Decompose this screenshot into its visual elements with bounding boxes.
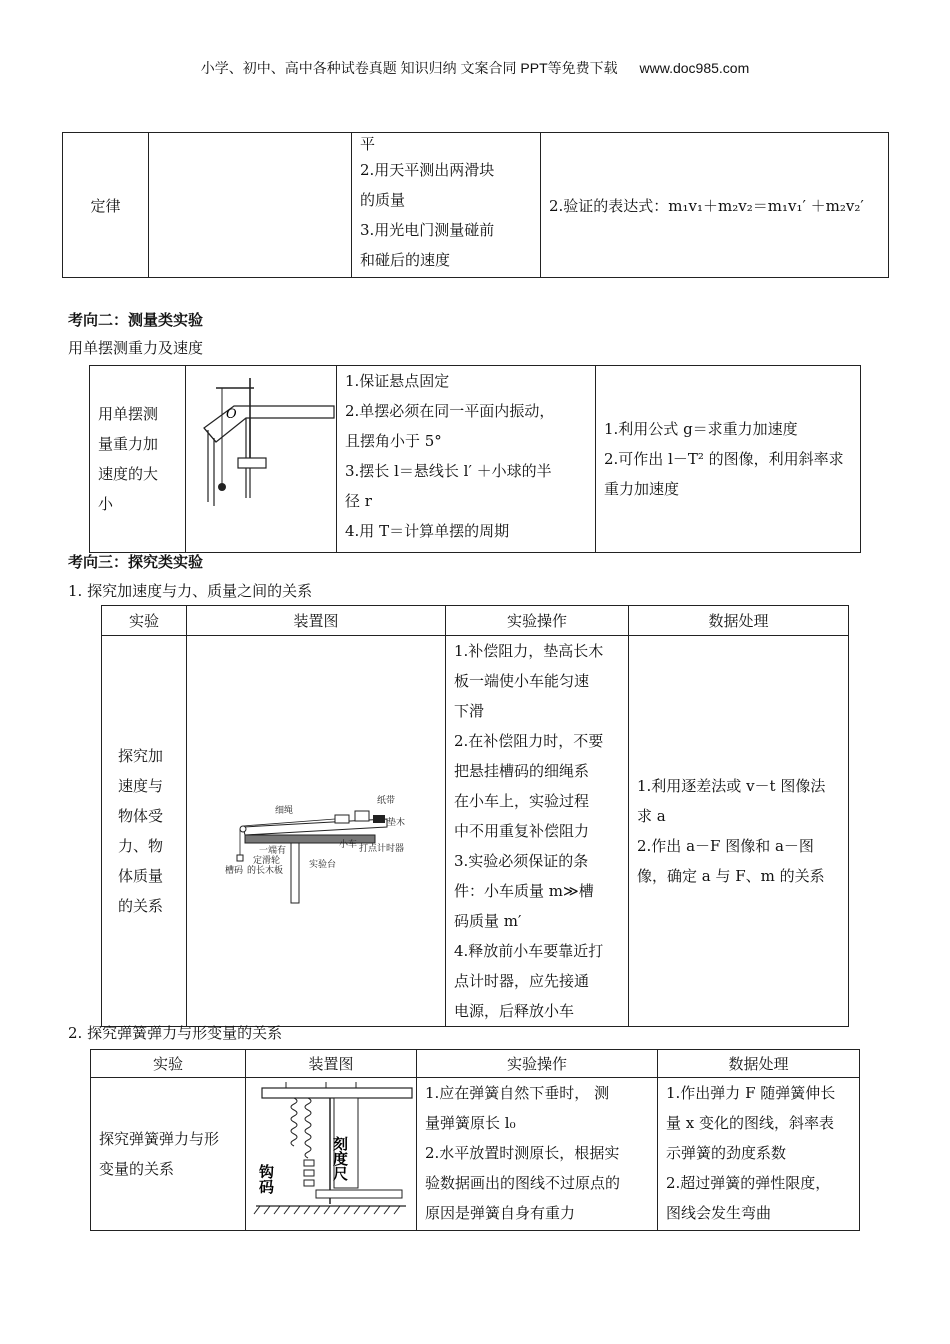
op-line: 1.保证悬点固定 xyxy=(345,372,450,390)
header-operation: 实验操作 xyxy=(417,1050,658,1078)
board-label-2: 定滑轮 xyxy=(253,856,281,866)
header-data: 数据处理 xyxy=(629,606,849,636)
pivot-label: O xyxy=(226,407,237,422)
board-label-3: 的长木板 xyxy=(247,866,284,876)
acceleration-table xyxy=(101,605,849,1027)
op-line: 1.补偿阻力，垫高长木 xyxy=(454,642,604,660)
spring-apparatus-figure xyxy=(246,1078,414,1226)
table-top xyxy=(204,406,334,442)
data-line: 量 x 变化的图线，斜率表 xyxy=(666,1114,834,1132)
name-line: 变量的关系 xyxy=(99,1160,175,1178)
op-line: 3.实验必须保证的条 xyxy=(454,852,589,870)
stand-base xyxy=(316,1190,402,1198)
name-line: 速度的大 xyxy=(98,465,159,483)
op-line: 3.用光电门测量碰前 xyxy=(360,221,495,239)
figure-cell xyxy=(186,366,337,553)
data-line: 1.作出弹力 F 随弹簧伸长 xyxy=(666,1084,836,1102)
timer-label: 打点计时器 xyxy=(359,844,405,854)
hook-weight xyxy=(304,1160,314,1166)
op-line: 板一端使小车能匀速 xyxy=(454,672,590,690)
momentum-table xyxy=(62,132,889,278)
experiment-name: 定律 xyxy=(90,196,121,215)
op-line: 径 r xyxy=(345,492,372,510)
operation-cell xyxy=(337,366,596,553)
header-text: 小学、初中、高中各种试卷真题 知识归纳 文案合同 PPT等免费下载 xyxy=(200,60,618,76)
name-line: 量重力加 xyxy=(98,435,159,453)
slot-weights xyxy=(237,855,243,861)
lab-table-leg xyxy=(291,843,299,903)
pulley xyxy=(240,826,246,832)
section-title: 考向三：探究类实验 xyxy=(68,553,204,571)
op-line: 下滑 xyxy=(454,702,485,720)
op-line: 量弹簧原长 l₀ xyxy=(425,1114,516,1132)
weights-label: 槽码 xyxy=(225,866,244,876)
data-line: 示弹簧的劲度系数 xyxy=(666,1144,787,1162)
pad-label: 垫木 xyxy=(387,818,406,828)
section-subtitle: 2. 探究弹簧弹力与形变量的关系 xyxy=(68,1024,283,1042)
name-line: 小 xyxy=(98,495,114,513)
section-title: 考向二：测量类实验 xyxy=(68,311,204,329)
op-line: 2.单摆必须在同一平面内振动， xyxy=(345,402,555,420)
data-cell xyxy=(629,636,849,1027)
expression: 2.验证的表达式：m₁v₁＋m₂v₂＝m₁v₁′ ＋m₂v₂′ xyxy=(549,196,864,215)
cart-label: 小车 xyxy=(339,840,358,850)
data-line: 图线会发生弯曲 xyxy=(666,1204,772,1222)
figure-cell xyxy=(187,636,446,1027)
name-line: 速度与 xyxy=(118,777,164,795)
op-line: 平 xyxy=(360,135,376,153)
page-header xyxy=(0,58,950,78)
op-line: 电源，后释放小车 xyxy=(454,1002,575,1020)
timer xyxy=(355,811,369,821)
header-data: 数据处理 xyxy=(658,1050,860,1078)
op-line: 件：小车质量 m≫槽 xyxy=(454,882,594,900)
op-line: 且摆角小于 5° xyxy=(345,432,442,450)
section-subtitle: 用单摆测重力及速度 xyxy=(68,339,204,357)
cart-apparatus-figure xyxy=(187,729,443,929)
board-label-1: 一端有 xyxy=(259,846,287,856)
data-cell xyxy=(596,366,861,553)
ground-hatch xyxy=(254,1206,400,1214)
op-line: 点计时器，应先接通 xyxy=(454,972,590,990)
name-line: 探究加 xyxy=(118,747,164,765)
cart xyxy=(335,815,349,823)
op-line: 2.水平放置时测原长，根据实 xyxy=(425,1144,620,1162)
name-line: 探究弹簧弹力与形 xyxy=(99,1130,220,1148)
name-line: 体质量 xyxy=(118,867,164,885)
op-line: 验数据画出的图线不过原点的 xyxy=(425,1174,621,1192)
operation-cell xyxy=(446,636,629,1027)
data-line: 求 a xyxy=(637,807,666,825)
header-figure: 装置图 xyxy=(187,606,446,636)
op-line: 4.用 T＝计算单摆的周期 xyxy=(345,522,510,540)
data-line: 像，确定 a 与 F、m 的关系 xyxy=(637,867,825,885)
op-line: 在小车上，实验过程 xyxy=(454,792,590,810)
op-line: 原因是弹簧自身有重力 xyxy=(425,1204,576,1222)
table-label: 实验台 xyxy=(309,860,337,870)
operation-cell xyxy=(352,133,541,278)
header-figure: 装置图 xyxy=(246,1050,417,1078)
operation-cell xyxy=(417,1078,658,1231)
header-experiment: 实验 xyxy=(102,606,187,636)
header-url[interactable]: www.doc985.com xyxy=(639,60,750,76)
pendulum-bob xyxy=(218,483,226,491)
data-cell xyxy=(541,133,889,278)
section-subtitle: 1. 探究加速度与力、质量之间的关系 xyxy=(68,582,313,600)
op-line: 2.在补偿阻力时，不要 xyxy=(454,732,604,750)
data-line: 2.作出 a－F 图像和 a－图 xyxy=(637,837,814,855)
op-line: 4.释放前小车要靠近打 xyxy=(454,942,604,960)
op-line: 1.应在弹簧自然下垂时， 测 xyxy=(425,1084,610,1102)
spring-table xyxy=(90,1049,860,1231)
pendulum-table xyxy=(89,365,861,553)
hook-weight xyxy=(304,1170,314,1176)
op-line: 码质量 m′ xyxy=(454,912,522,930)
tape-label: 纸带 xyxy=(377,796,396,806)
top-beam xyxy=(262,1088,412,1098)
data-line: 重力加速度 xyxy=(604,480,680,498)
figure-cell xyxy=(149,133,352,278)
pad xyxy=(373,815,385,823)
header-experiment: 实验 xyxy=(91,1050,246,1078)
header-operation: 实验操作 xyxy=(446,606,629,636)
data-cell xyxy=(658,1078,860,1231)
experiment-name-cell xyxy=(63,133,149,278)
experiment-name-cell xyxy=(91,1078,246,1231)
op-line: 3.摆长 l＝悬线长 l′ ＋小球的半 xyxy=(345,462,552,480)
spring-right xyxy=(305,1098,311,1158)
op-line: 把悬挂槽码的细绳系 xyxy=(454,762,590,780)
weights-label: 钩码 xyxy=(257,1164,275,1194)
experiment-name-cell xyxy=(102,636,187,1027)
op-line: 和碰后的速度 xyxy=(360,251,451,269)
hook-weight xyxy=(304,1180,314,1186)
figure-cell xyxy=(246,1078,417,1231)
rope-label: 细绳 xyxy=(275,806,294,816)
name-line: 力、物 xyxy=(118,837,164,855)
data-line: 1.利用公式 g＝求重力加速度 xyxy=(604,420,798,438)
op-line: 中不用重复补偿阻力 xyxy=(454,822,590,840)
spring-left xyxy=(291,1098,297,1146)
data-line: 2.超过弹簧的弹性限度， xyxy=(666,1174,831,1192)
name-line: 用单摆测 xyxy=(98,405,159,423)
ruler-label: 刻度尺 xyxy=(331,1136,349,1181)
op-line: 2.用天平测出两滑块 xyxy=(360,161,495,179)
pendulum-figure xyxy=(186,366,336,548)
experiment-name-cell xyxy=(90,366,186,553)
op-line: 的质量 xyxy=(360,191,406,209)
name-line: 的关系 xyxy=(118,897,164,915)
data-line: 1.利用逐差法或 v－t 图像法 xyxy=(637,777,826,795)
name-line: 物体受 xyxy=(118,807,164,825)
data-line: 2.可作出 l－T² 的图像，利用斜率求 xyxy=(604,450,844,468)
stand-base xyxy=(238,458,266,468)
